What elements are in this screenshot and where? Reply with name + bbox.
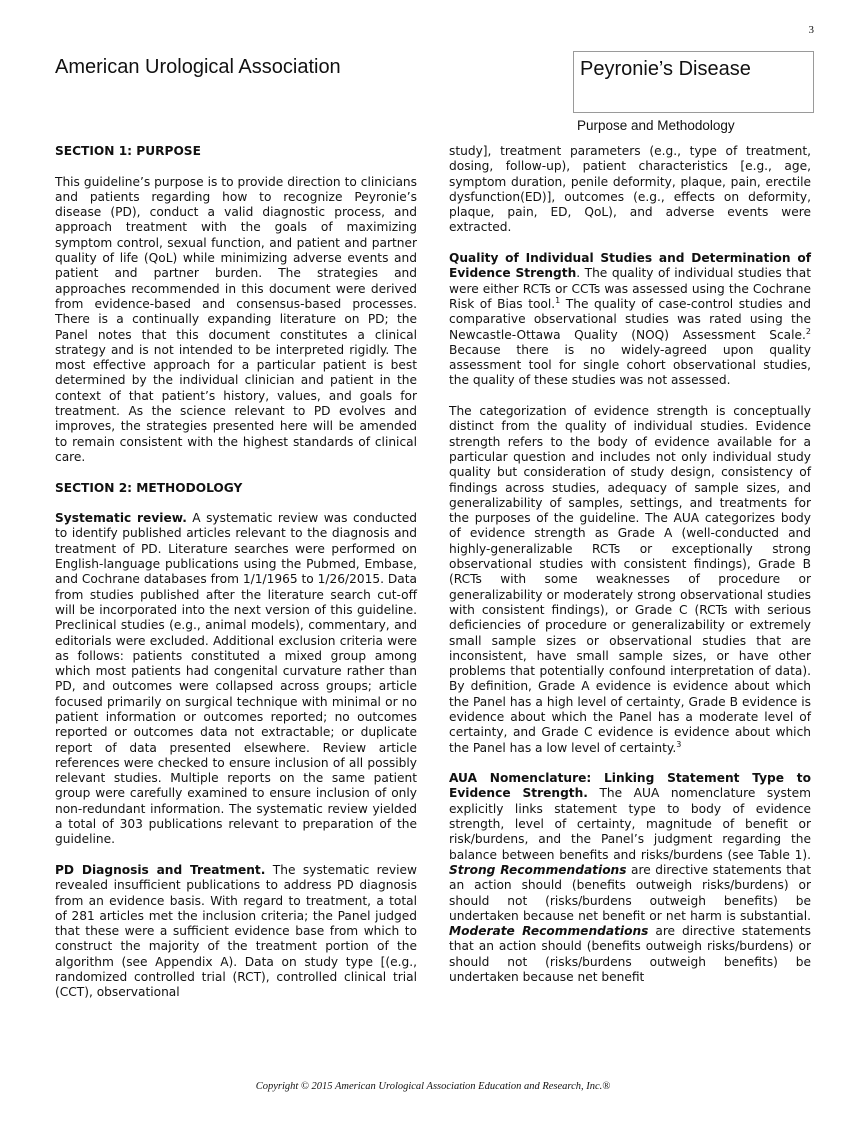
- citation-2: 2: [805, 326, 811, 336]
- copyright-footer: Copyright © 2015 American Urological Association Education and Research, Inc.®: [255, 1081, 611, 1092]
- section-subtitle: Purpose and Methodology: [577, 118, 735, 133]
- organization-name: American Urological Association: [55, 56, 341, 78]
- document-title: Peyronie’s Disease: [580, 58, 751, 80]
- page-number: 3: [808, 24, 814, 36]
- left-column: [55, 144, 417, 1016]
- diagnosis-treatment-lead: PD Diagnosis and Treatment.: [55, 862, 266, 877]
- quality-text-2: The quality of case-control studies and comparative observational studies was rated using the Newcastle-Ottawa Quality (NOQ) Assessment Scale.: [449, 296, 812, 342]
- quality-text-1: . The quality of individual studies that were either RCTs or CCTs was assessed using the Cochrane Risk of Bias tool.: [449, 266, 811, 311]
- strong-recommendations-term: Strong Recommendations: [449, 862, 627, 877]
- moderate-recommendations-term: Moderate Recommendations: [449, 924, 649, 939]
- nomenclature-paragraph: [449, 771, 811, 985]
- diagnosis-treatment-paragraph: [55, 863, 417, 1001]
- purpose-paragraph: This guideline’s purpose is to provide direction to clinicians and patients regarding how to recognize Peyronie’s disease (PD), conduct a valid diagnostic process, and approach treatment with the goals of maximizing symptom control, sexual function, and patient and partner quality of life (QoL) while minimizing adverse events and patient and partner burden. The strategies and approaches recommended in this document were derived from evidence-based and consensus-based processes. There is a continually expanding literature on PD; the Panel notes that this document constitutes a clinical strategy and is not intended to be interpreted rigidly. The most effective approach for a particular patient is best determined by the individual clinician and patient in the context of that patient’s history, values, and goals for treatment. As the science relevant to PD evolves and improves, the strategies presented here will be amended to remain consistent with the highest standards of clinical care.: [55, 174, 417, 464]
- nomenclature-text-2: are directive statements that an action should (benefits outweigh risks/burdens) or should not (risks/burdens outweigh benefits) be undertaken because net benefit or net harm is substantial.: [449, 862, 811, 923]
- quality-paragraph: [449, 251, 811, 389]
- document-title-box: [573, 51, 814, 113]
- diagnosis-treatment-text: The systematic review revealed insufficient publications to address PD diagnosis from an evidence basis. With regard to treatment, a total of 281 articles met the inclusion criteria; the Panel judged that these were a sufficient evidence base from which to construct the majority of the treatment portion of the algorithm (see Appendix A). Data on study type [(e.g., randomized controlled trial (RCT), controlled clinical trial (CCT), observational: [55, 862, 417, 1000]
- citation-3: 3: [676, 739, 682, 749]
- systematic-review-paragraph: [55, 511, 417, 848]
- right-column: [449, 144, 811, 1001]
- systematic-review-lead: Systematic review.: [55, 511, 187, 526]
- nomenclature-lead: AUA Nomenclature: Linking Statement Type to Evidence Strength.: [449, 771, 811, 801]
- systematic-review-text: A systematic review was conducted to identify published articles relevant to the diagnosis and treatment of PD. Literature searches were performed on English-language publications using the Pubmed, Embase, and Cochrane databases from 1/1/1965 to 1/26/2015. Data from studies published after the literature search cut-off will be incorporated into the next version of this guideline. Preclinical studies (e.g., animal models), commentary, and editorials were excluded. Additional exclusion criteria were as follows: patients constituted a mixed group among which most patients had congenital curvature rather than PD, and outcomes were collapsed across groups; article focused primarily on surgical technique with minimal or no patient information or outcomes reported; no outcomes reported or outcomes data not extractable; or duplicate report of data presented elsewhere. Review article references were checked to ensure inclusion of all possibly relevant studies. Multiple reports on the same patient group were carefully examined to ensure inclusion of only non-redundant information. The systematic review yielded a total of 303 publications relevant to preparation of the guideline.: [55, 511, 417, 847]
- citation-1: 1: [555, 295, 561, 305]
- nomenclature-text-1: The AUA nomenclature system explicitly links statement type to body of evidence strength, level of certainty, magnitude of benefit or risk/burdens, and the Panel’s judgment regarding the balance between benefits and risks/burdens (see Table 1).: [449, 786, 811, 862]
- evidence-strength-paragraph: [449, 404, 811, 756]
- evidence-strength-text: The categorization of evidence strength is conceptually distinct from the quality of individual studies. Evidence strength refers to the body of evidence available for a particular question and includes not only individual study quality but consideration of study design, consistency of findings across studies, adequacy of sample sizes, and generalizability of samples, settings, and treatments for the purposes of the guideline. The AUA categorizes body of evidence strength as Grade A (well-conducted and highly-generalizable RCTs or exceptionally strong observational studies with consistent findings), Grade B (RCTs with some weaknesses of procedure or generalizability or moderately strong observational studies with consistent findings), or Grade C (RCTs with serious deficiencies of procedure or generalizability or extremely small sample sizes or observational studies that are inconsistent, have small sample sizes, or have other problems that potentially confound interpretation of data). By definition, Grade A evidence is evidence about which the Panel has a high level of certainty, Grade B evidence is evidence about which the Panel has a moderate level of certainty, and Grade C evidence is evidence about which the Panel has a low level of certainty.: [449, 404, 811, 755]
- section-2-heading: SECTION 2: METHODOLOGY: [55, 480, 243, 495]
- quality-text-3: Because there is no widely-agreed upon quality assessment tool for single cohort observational studies, the quality of these studies was not assessed.: [449, 342, 811, 388]
- quality-lead: Quality of Individual Studies and Determination of Evidence Strength: [449, 251, 811, 281]
- continuation-paragraph: study], treatment parameters (e.g., type of treatment, dosing, follow-up), patient characteristics [e.g., age, symptom duration, penile deformity, plaque, pain, erectile dysfunction(ED)], outcomes (e.g., effects on deformity, plaque, pain, ED, QoL), and adverse events were extracted.: [449, 144, 811, 235]
- section-1-heading: SECTION 1: PURPOSE: [55, 144, 201, 158]
- nomenclature-text-3: are directive statements that an action should (benefits outweigh risks/burdens) or should not (risks/burdens outweigh benefits) be undertaken because net benefit: [449, 924, 812, 985]
